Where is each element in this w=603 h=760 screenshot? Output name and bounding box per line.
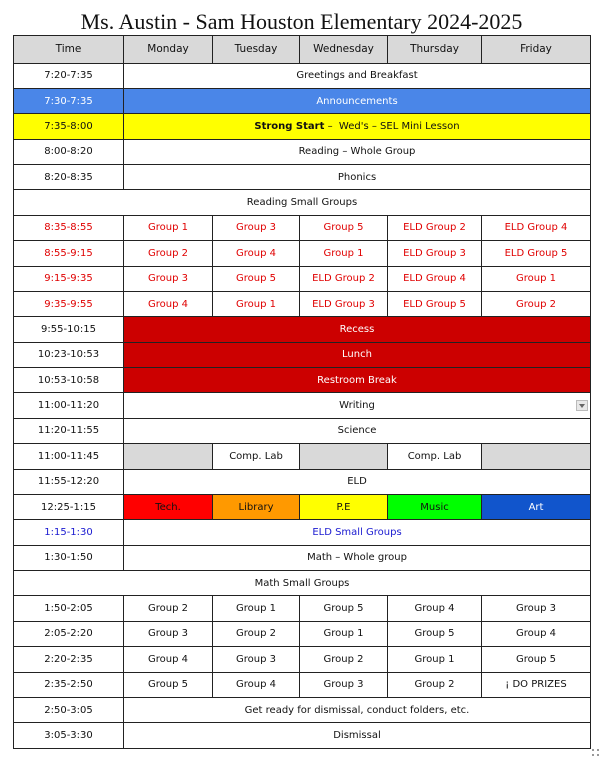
- day-cell[interactable]: Group 5: [300, 215, 388, 240]
- day-cell-art[interactable]: Art: [482, 494, 591, 519]
- day-cell-pe[interactable]: P.E: [300, 494, 388, 519]
- day-cell[interactable]: [482, 444, 591, 469]
- row-reading-group: [14, 241, 591, 266]
- day-cell[interactable]: Group 3: [300, 672, 388, 697]
- row-reading-small-header: [14, 190, 591, 215]
- time-cell[interactable]: 9:55-10:15: [14, 317, 124, 342]
- day-cell[interactable]: Group 4: [213, 672, 300, 697]
- row-math-group: [14, 596, 591, 621]
- day-cell[interactable]: [300, 444, 388, 469]
- day-cell[interactable]: Group 1: [388, 647, 482, 672]
- time-cell[interactable]: 8:20-8:35: [14, 165, 124, 190]
- row-math-group: [14, 621, 591, 646]
- day-cell[interactable]: [124, 444, 213, 469]
- day-cell[interactable]: Group 4: [213, 241, 300, 266]
- header-time: Time: [14, 36, 124, 64]
- day-cell-music[interactable]: Music: [388, 494, 482, 519]
- day-cell[interactable]: Group 5: [213, 266, 300, 291]
- day-cell[interactable]: Group 3: [482, 596, 591, 621]
- day-cell[interactable]: Group 1: [213, 291, 300, 316]
- time-cell[interactable]: 8:35-8:55: [14, 215, 124, 240]
- day-cell[interactable]: ELD Group 3: [388, 241, 482, 266]
- day-cell[interactable]: ELD Group 4: [482, 215, 591, 240]
- day-cell[interactable]: Group 4: [388, 596, 482, 621]
- time-cell[interactable]: 2:50-3:05: [14, 697, 124, 722]
- day-cell[interactable]: ELD Group 2: [388, 215, 482, 240]
- row-lunch: [14, 342, 591, 367]
- row-comp-lab: [14, 444, 591, 469]
- time-cell[interactable]: 2:05-2:20: [14, 621, 124, 646]
- day-cell[interactable]: Group 3: [213, 647, 300, 672]
- day-cell[interactable]: ¡ DO PRIZES: [482, 672, 591, 697]
- day-cell[interactable]: ELD Group 4: [388, 266, 482, 291]
- header-thursday: Thursday: [388, 36, 482, 64]
- section-header[interactable]: Math Small Groups: [14, 571, 591, 596]
- writing-label: Writing: [339, 400, 375, 412]
- activity-cell[interactable]: [124, 114, 591, 139]
- day-cell[interactable]: Group 2: [124, 596, 213, 621]
- row-greetings: [14, 63, 591, 88]
- day-cell[interactable]: Group 2: [388, 672, 482, 697]
- row-reading-whole: [14, 139, 591, 164]
- time-cell[interactable]: 2:35-2:50: [14, 672, 124, 697]
- day-cell[interactable]: Group 4: [124, 291, 213, 316]
- day-cell[interactable]: Group 1: [300, 621, 388, 646]
- row-specials: [14, 494, 591, 519]
- day-cell[interactable]: ELD Group 3: [300, 291, 388, 316]
- activity-cell[interactable]: Dismissal: [124, 723, 591, 749]
- day-cell[interactable]: ELD Group 2: [300, 266, 388, 291]
- row-restroom: [14, 368, 591, 393]
- row-reading-group: [14, 291, 591, 316]
- activity-cell[interactable]: ELD: [124, 469, 591, 494]
- activity-cell[interactable]: [124, 393, 591, 418]
- time-cell[interactable]: 7:20-7:35: [14, 63, 124, 88]
- time-cell[interactable]: 1:15-1:30: [14, 520, 124, 545]
- time-cell[interactable]: 8:55-9:15: [14, 241, 124, 266]
- day-cell[interactable]: Group 2: [482, 291, 591, 316]
- row-strong-start: [14, 114, 591, 139]
- resize-grip-icon[interactable]: [592, 749, 600, 757]
- time-cell[interactable]: 12:25-1:15: [14, 494, 124, 519]
- row-announcements: [14, 88, 591, 113]
- activity-cell[interactable]: Science: [124, 418, 591, 443]
- day-cell[interactable]: Group 2: [300, 647, 388, 672]
- day-cell[interactable]: Comp. Lab: [388, 444, 482, 469]
- day-cell[interactable]: Group 1: [300, 241, 388, 266]
- activity-cell[interactable]: Math – Whole group: [124, 545, 591, 570]
- time-cell[interactable]: 9:35-9:55: [14, 291, 124, 316]
- row-math-group: [14, 672, 591, 697]
- day-cell[interactable]: Group 2: [213, 621, 300, 646]
- time-cell[interactable]: 10:53-10:58: [14, 368, 124, 393]
- row-reading-group: [14, 266, 591, 291]
- activity-cell[interactable]: Recess: [124, 317, 591, 342]
- day-cell[interactable]: ELD Group 5: [388, 291, 482, 316]
- header-monday: Monday: [124, 36, 213, 64]
- time-cell[interactable]: 11:20-11:55: [14, 418, 124, 443]
- day-cell[interactable]: Group 1: [124, 215, 213, 240]
- day-cell[interactable]: Group 4: [482, 621, 591, 646]
- strong-start-label: Strong Start: [254, 120, 325, 132]
- day-cell[interactable]: Group 5: [124, 672, 213, 697]
- row-writing: [14, 393, 591, 418]
- page-title: Ms. Austin - Sam Houston Elementary 2024-2025: [80, 9, 523, 34]
- day-cell[interactable]: Group 1: [482, 266, 591, 291]
- header-tuesday: Tuesday: [213, 36, 300, 64]
- row-recess: [14, 317, 591, 342]
- schedule-table: [13, 35, 591, 749]
- activity-cell[interactable]: Phonics: [124, 165, 591, 190]
- row-dismissal-prep: [14, 697, 591, 722]
- time-cell[interactable]: 8:00-8:20: [14, 139, 124, 164]
- time-cell[interactable]: 7:35-8:00: [14, 114, 124, 139]
- strong-start-note: – Wed's – SEL Mini Lesson: [324, 120, 460, 132]
- row-math-small-header: [14, 571, 591, 596]
- time-cell[interactable]: 10:23-10:53: [14, 342, 124, 367]
- header-friday: Friday: [482, 36, 591, 64]
- day-cell[interactable]: Group 3: [124, 621, 213, 646]
- activity-cell[interactable]: Reading – Whole Group: [124, 139, 591, 164]
- row-eld-small: [14, 520, 591, 545]
- time-cell[interactable]: 9:15-9:35: [14, 266, 124, 291]
- row-math-group: [14, 647, 591, 672]
- activity-cell[interactable]: ELD Small Groups: [124, 520, 591, 545]
- day-cell[interactable]: Group 4: [124, 647, 213, 672]
- day-cell[interactable]: Group 5: [300, 596, 388, 621]
- row-math-whole: [14, 545, 591, 570]
- activity-cell[interactable]: Get ready for dismissal, conduct folders, etc.: [124, 697, 591, 722]
- activity-cell[interactable]: Restroom Break: [124, 368, 591, 393]
- header-wednesday: Wednesday: [300, 36, 388, 64]
- day-cell[interactable]: ELD Group 5: [482, 241, 591, 266]
- time-cell[interactable]: 1:50-2:05: [14, 596, 124, 621]
- time-cell[interactable]: 7:30-7:35: [14, 88, 124, 113]
- activity-cell[interactable]: Greetings and Breakfast: [124, 63, 591, 88]
- day-cell[interactable]: Comp. Lab: [213, 444, 300, 469]
- day-cell-tech[interactable]: Tech.: [124, 494, 213, 519]
- activity-cell[interactable]: Announcements: [124, 88, 591, 113]
- time-cell[interactable]: 11:00-11:20: [14, 393, 124, 418]
- activity-cell[interactable]: Lunch: [124, 342, 591, 367]
- time-cell[interactable]: 3:05-3:30: [14, 723, 124, 749]
- time-cell[interactable]: 2:20-2:35: [14, 647, 124, 672]
- time-cell[interactable]: 11:55-12:20: [14, 469, 124, 494]
- row-eld: [14, 469, 591, 494]
- row-dismissal: [14, 723, 591, 749]
- row-reading-group: [14, 215, 591, 240]
- dropdown-arrow-icon[interactable]: [576, 400, 588, 411]
- section-header[interactable]: Reading Small Groups: [14, 190, 591, 215]
- header-row: [14, 36, 591, 64]
- day-cell[interactable]: Group 3: [213, 215, 300, 240]
- day-cell[interactable]: Group 3: [124, 266, 213, 291]
- day-cell[interactable]: Group 5: [388, 621, 482, 646]
- time-cell[interactable]: 11:00-11:45: [14, 444, 124, 469]
- row-phonics: [14, 165, 591, 190]
- day-cell[interactable]: Group 1: [213, 596, 300, 621]
- row-science: [14, 418, 591, 443]
- day-cell[interactable]: Group 5: [482, 647, 591, 672]
- time-cell[interactable]: 1:30-1:50: [14, 545, 124, 570]
- day-cell[interactable]: Group 2: [124, 241, 213, 266]
- day-cell-library[interactable]: Library: [213, 494, 300, 519]
